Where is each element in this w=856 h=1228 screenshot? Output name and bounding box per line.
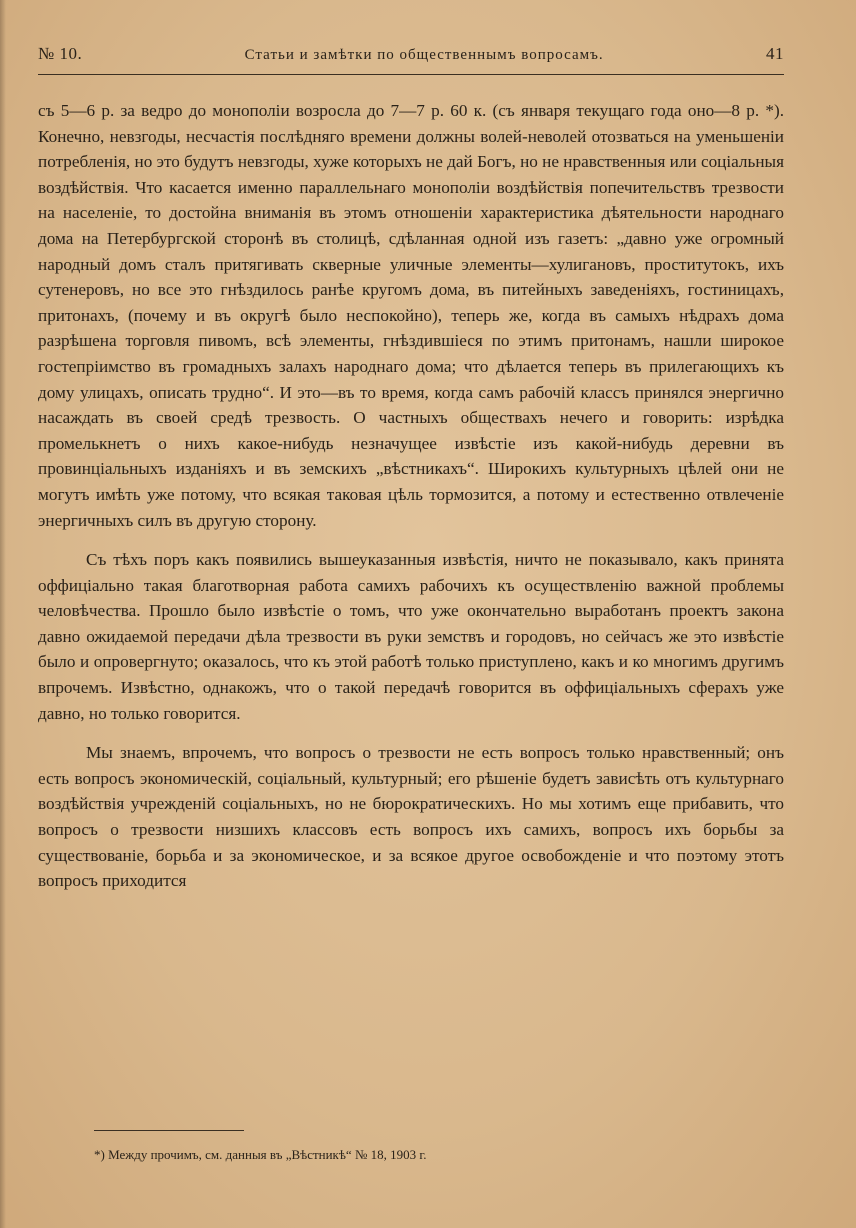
paragraph-3: Мы знаемъ, впрочемъ, что вопросъ о трезвости не есть вопросъ только нравственный; онъ есть вопросъ экономическій, соціальный, культурный; его рѣшеніе будетъ зависѣть отъ культурнаго воздѣйствія учрежденій соціальныхъ, но не бюрократическихъ. Но мы хотимъ еще прибавить, что вопросъ о трезвости низшихъ классовъ есть вопросъ ихъ самихъ, вопросъ ихъ борьбы за существованіе, борьба и за экономическое, и за всякое другое освобожденіе и что поэтому этотъ вопросъ приходится (38, 743, 784, 891)
article-body (38, 98, 784, 894)
page-edge-shadow (0, 0, 6, 1228)
running-title: Статьи и замѣтки по общественнымъ вопросамъ. (244, 47, 604, 63)
page-number: 41 (766, 44, 784, 63)
paragraph-2: Съ тѣхъ поръ какъ появились вышеуказанныя извѣстія, ничто не показывало, какъ принята оффиціально такая благотворная работа самихъ рабочихъ къ осуществленію важной проблемы человѣчества. Прошло было извѣстіе о томъ, что уже окончательно выработанъ проектъ закона давно ожидаемой передачи дѣла трезвости въ руки земствъ и городовъ, но сейчасъ же это извѣстіе было и опровергнуто; оказалось, что къ этой работѣ только приступлено, какъ и ко многимъ другимъ впрочемъ. Извѣстно, однакожъ, что о такой передачѣ говорится въ оффиціальныхъ сферахъ уже давно, но только говорится. (38, 550, 784, 723)
footnote-rule (94, 1130, 244, 1131)
issue-number: № 10. (38, 44, 83, 63)
footnote: *) Между прочимъ, см. данныя въ „Вѣстникѣ“ № 18, 1903 г. (94, 1147, 427, 1162)
running-header (38, 44, 784, 74)
header-rule (38, 74, 784, 75)
paragraph-1: съ 5—6 р. за ведро до монополіи возросла до 7—7 р. 60 к. (съ января текущаго года оно—8 р. *). Конечно, невзгоды, несчастія послѣдняго времени должны волей-неволей отозваться на уменьшеніи потребленія, но это будутъ невзгоды, хуже которыхъ не дай Богъ, но не нравственныя или соціальныя воздѣйствія. Что касается именно параллельнаго монополіи воздѣйствія попечительствъ трезвости на населеніе, то достойна вниманія въ этомъ отношеніи характеристика дѣятельности народнаго дома на Петербургской сторонѣ въ столицѣ, сдѣланная одной изъ газетъ: „давно уже огромный народный домъ сталъ притягивать скверные уличные элементы—хулигановъ, проститутокъ, ихъ сутенеровъ, но все это гнѣздилось ранѣе кругомъ дома, въ питейныхъ заведеніяхъ, гостиницахъ, притонахъ, (почему и въ округѣ было неспокойно), теперь же, когда въ самыхъ нѣдрахъ дома разрѣшена торговля пивомъ, всѣ элементы, гнѣздившіеся по этимъ притонамъ, нашли широкое гостепріимство въ громадныхъ залахъ народнаго дома; что дѣлается теперь въ прилегающихъ къ дому улицахъ, описать трудно“. И это—въ то время, когда самъ рабочій классъ принялся энергично насаждать въ своей средѣ трезвость. О частныхъ обществахъ нечего и говорить: изрѣдка промелькнетъ о нихъ какое-нибудь незначущее извѣстіе изъ какой-нибудь деревни въ провинціальныхъ изданіяхъ и въ земскихъ „вѣстникахъ“. Широкихъ культурныхъ цѣлей они не могутъ имѣть уже потому, что всякая таковая цѣль тормозится, а потому и естественно отвлеченіе энергичныхъ силъ въ другую сторону. (38, 101, 784, 530)
